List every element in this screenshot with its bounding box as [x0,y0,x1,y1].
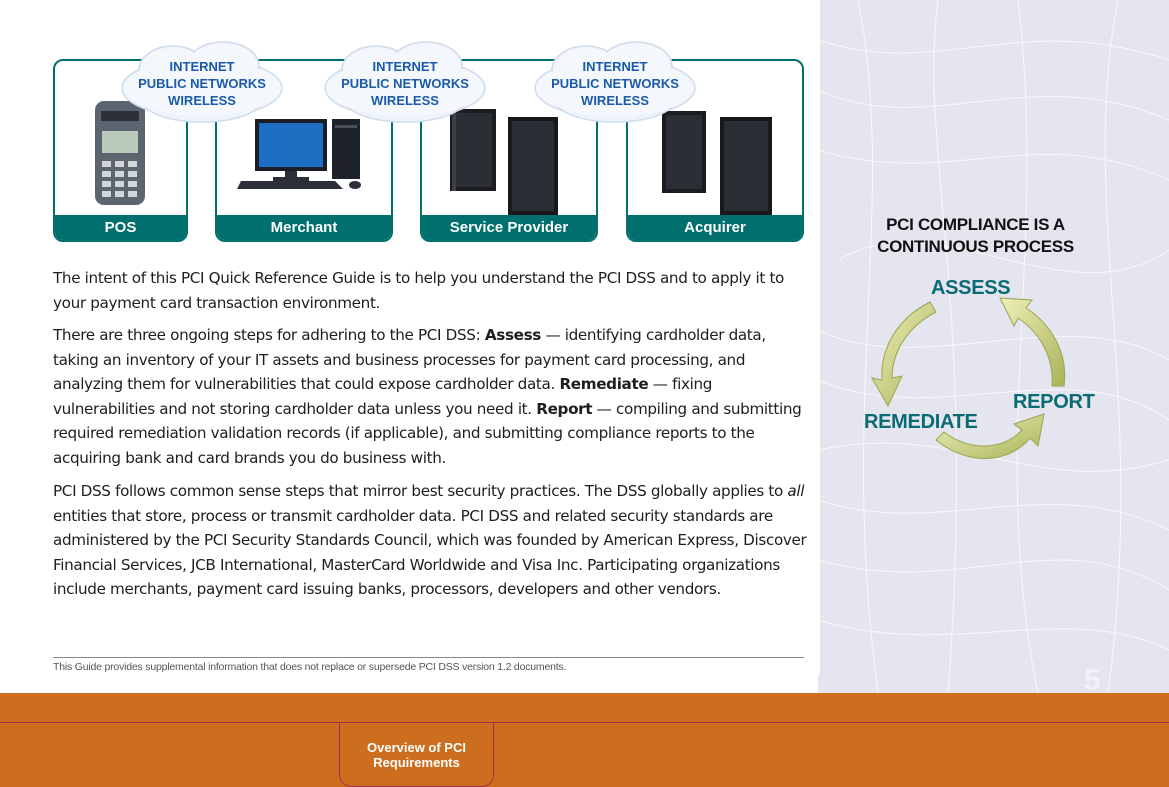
arrow-assess-to-remediate [872,302,936,406]
dss-text-b: entities that store, process or transmit cardholder data. PCI DSS and related security standards are administered by the PCI Security Standards Council, which was founded by American Express, Discover Financial Services, JCB International, MasterCard Worldwide and Visa Inc. Participating organizations include merchants, payment card issuing banks, processors, developers and other vendors. [53,506,807,599]
cycle-title-line2: CONTINUOUS PROCESS [877,237,1074,256]
cloud-line-internet: INTERNET [372,59,438,74]
steps-text-b: — identifying cardholder data, taking an inventory of your IT assets and business processes for payment card processing, and analyzing them for vulnerabilities that could expose cardholder data. [53,326,766,394]
steps-text-c: — fixing vulnerabilities and not storing cardholder data unless you need it. [53,375,713,418]
cloud-line-internet: INTERNET [582,59,648,74]
tab-label-line2: Requirements [373,755,460,770]
dss-emphasis-all: all [787,482,805,500]
tab-label-line1: Overview of PCI [367,740,466,755]
paragraph-steps [53,323,808,471]
cloud-line-public-networks: PUBLIC NETWORKS [551,76,679,91]
step-assess: Assess [484,326,541,344]
steps-text-a: There are three ongoing steps for adhering to the PCI DSS: [53,326,485,344]
cloud-text [316,58,494,109]
cloud-line-public-networks: PUBLIC NETWORKS [138,76,266,91]
cloud-text [113,58,291,109]
cloud-line-wireless: WIRELESS [371,93,439,108]
cloud-text [526,58,704,109]
node-label-service-provider: Service Provider [422,215,596,240]
cycle-remediate: REMEDIATE [864,411,978,433]
cycle-arrows [858,290,1098,475]
band-divider [0,722,1169,723]
network-cloud [113,38,291,128]
tab-overview-of-pci-requirements[interactable] [339,723,494,787]
cycle-report: REPORT [1013,391,1095,413]
network-cloud [316,38,494,128]
cloud-line-public-networks: PUBLIC NETWORKS [341,76,469,91]
steps-text-d: — compiling and submitting required remediation validation records (if applicable), and submitting compliance reports to the acquiring bank and card brands you do business with. [53,399,802,467]
bottom-band [0,693,1169,787]
cycle-assess: ASSESS [931,277,1011,299]
paragraph-dss [53,479,808,602]
paragraph-intent: The intent of this PCI Quick Reference Guide is to help you understand the PCI DSS and to apply it to your payment card transaction environment. [53,269,785,312]
footnote-divider [53,657,804,658]
dss-text-a: PCI DSS follows common sense steps that mirror best security practices. The DSS globally applies to [53,482,788,500]
cycle-title-line1: PCI COMPLIANCE IS A [886,215,1065,234]
arrow-report-to-assess [1000,298,1065,386]
node-label-acquirer: Acquirer [628,215,802,240]
step-remediate: Remediate [559,375,649,394]
footnote: This Guide provides supplemental information that does not replace or supersede PCI DSS version 1.2 documents. [53,661,567,673]
cycle-title [868,214,1083,258]
node-label-pos: POS [55,215,186,240]
network-cloud [526,38,704,128]
page-number: 5 [1084,664,1101,697]
node-label-merchant: Merchant [217,215,391,240]
cloud-line-internet: INTERNET [169,59,235,74]
cloud-line-wireless: WIRELESS [168,93,236,108]
step-report: Report [536,399,593,418]
cloud-line-wireless: WIRELESS [581,93,649,108]
